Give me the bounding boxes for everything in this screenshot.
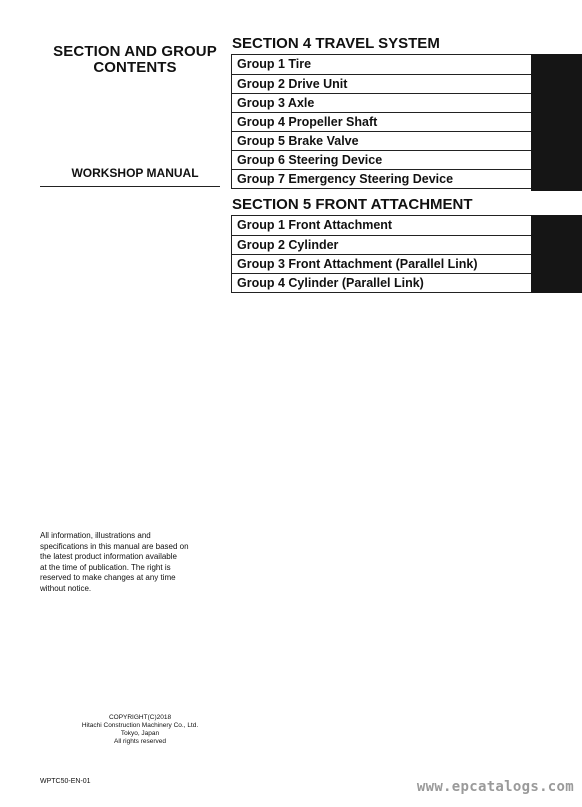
copyright-line: COPYRIGHT(C)2018	[108, 714, 172, 721]
group-link[interactable]: Group 2 Cylinder	[232, 235, 532, 254]
section-4-index-tab	[531, 54, 582, 191]
notice-line: at the time of publication. The right is	[40, 562, 171, 572]
copyright-line: Hitachi Construction Machinery Co., Ltd.	[81, 722, 199, 729]
notice-line: All information, illustrations and	[40, 531, 151, 540]
section-5-heading: SECTION 5 FRONT ATTACHMENT	[232, 196, 473, 213]
copyright-line: Tokyo, Japan	[120, 730, 160, 737]
section-4-group-table	[231, 54, 533, 189]
group-link[interactable]: Group 1 Tire	[237, 57, 312, 71]
section-5-index-tab	[531, 215, 582, 293]
title-line-1: SECTION AND GROUP	[53, 43, 217, 60]
manual-type-label: WORKSHOP MANUAL	[71, 166, 199, 180]
group-link[interactable]: Group 4 Propeller Shaft	[232, 112, 532, 131]
divider	[40, 186, 220, 187]
group-link[interactable]: Group 3 Front Attachment (Parallel Link)	[232, 254, 532, 273]
copyright-block	[40, 714, 240, 746]
notice-line: the latest product information available	[40, 552, 177, 562]
notice-line: without notice.	[40, 583, 92, 593]
section-4-heading: SECTION 4 TRAVEL SYSTEM	[232, 35, 440, 52]
section-5-group-table	[231, 215, 533, 293]
document-code: WPTC50-EN-01	[40, 778, 91, 785]
notice-line: reserved to make changes at any time	[40, 573, 176, 583]
group-link[interactable]: Group 6 Steering Device	[232, 150, 532, 169]
group-link[interactable]: Group 4 Cylinder (Parallel Link)	[232, 273, 532, 292]
notice-line: specifications in this manual are based on	[40, 541, 189, 551]
group-link[interactable]: Group 1 Front Attachment	[237, 218, 393, 232]
group-link[interactable]: Group 5 Brake Valve	[232, 131, 532, 150]
group-link[interactable]: Group 3 Axle	[232, 93, 532, 112]
copyright-line: All rights reserved	[113, 738, 167, 745]
group-link[interactable]: Group 2 Drive Unit	[232, 74, 532, 93]
page-title	[40, 44, 230, 76]
publication-notice	[40, 531, 220, 595]
group-link[interactable]: Group 7 Emergency Steering Device	[232, 169, 532, 188]
title-line-2: CONTENTS	[93, 59, 177, 76]
watermark: www.epcatalogs.com	[416, 779, 574, 795]
